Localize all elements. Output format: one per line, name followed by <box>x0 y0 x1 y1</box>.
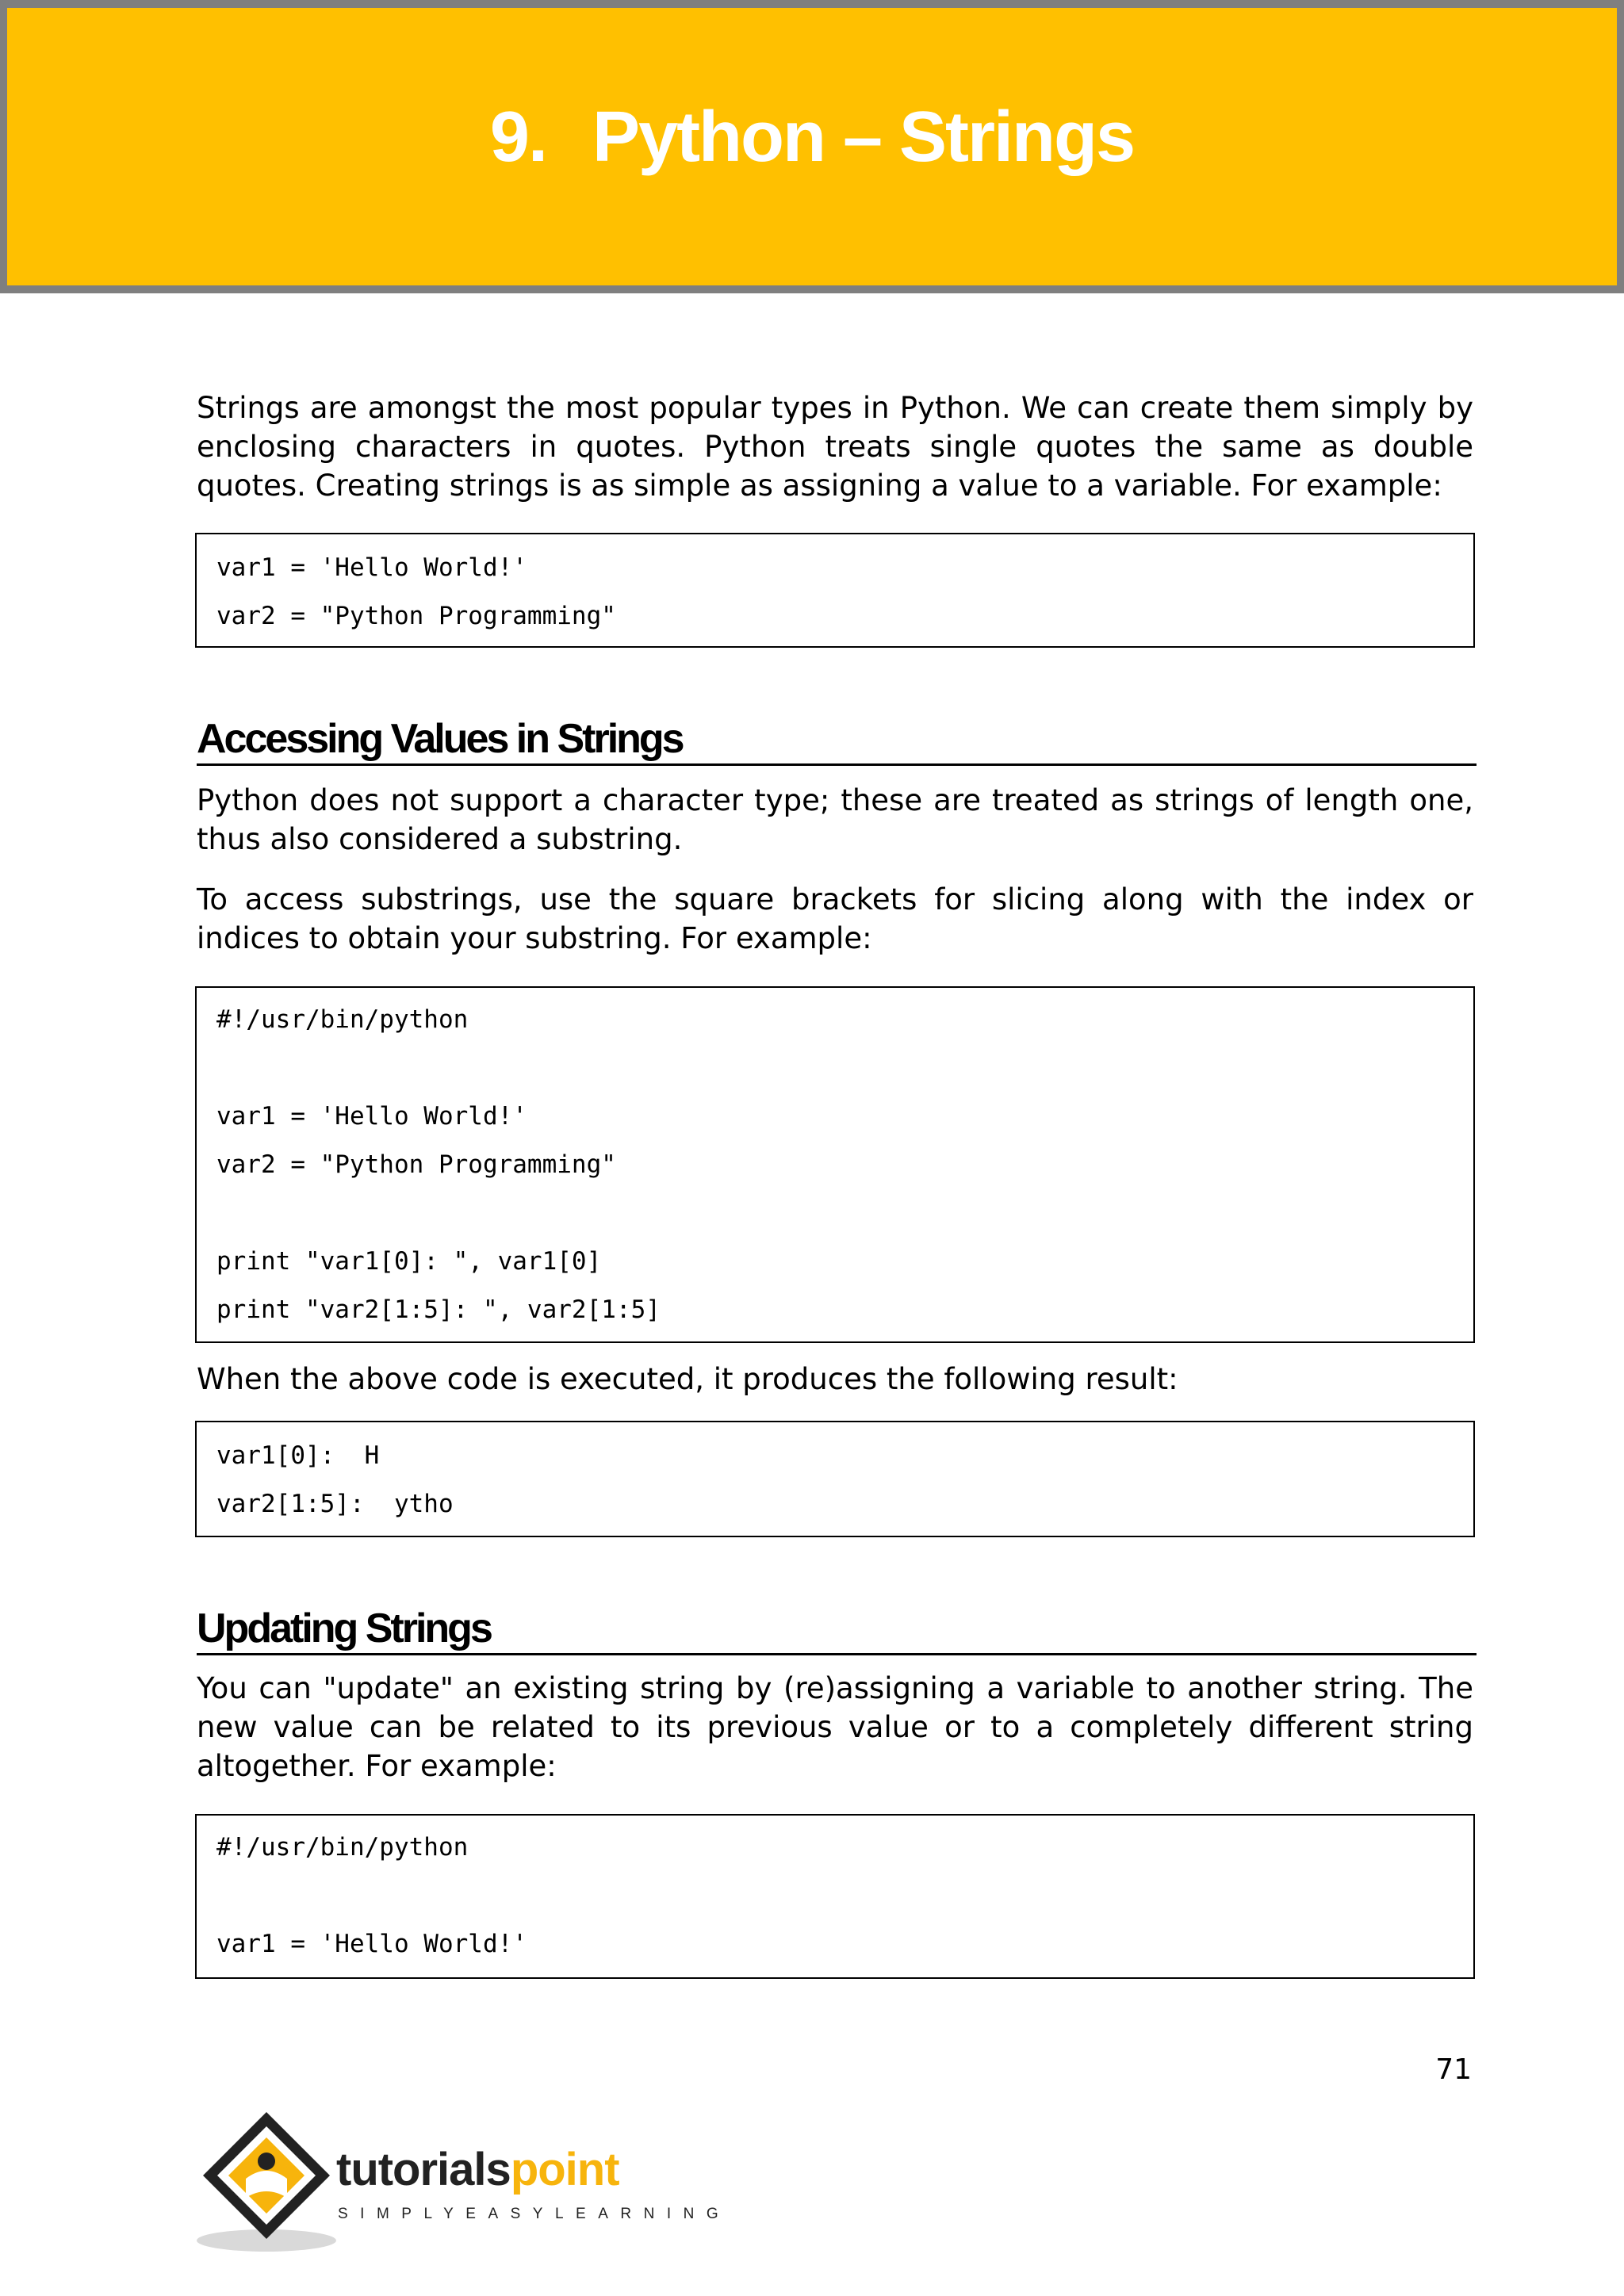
code-line: var2 = "Python Programming" <box>216 602 616 630</box>
output-block-accessing <box>195 1421 1475 1537</box>
section-heading-accessing-values: Accessing Values in Strings <box>197 715 1477 766</box>
code-line: var1 = 'Hello World!' <box>216 553 527 582</box>
section-heading-updating-strings: Updating Strings <box>197 1605 1477 1655</box>
updating-paragraph: You can "update" an existing string by (re)assigning a variable to another string. The new value can be related to its previous value or to a completely different string altogether. For example: <box>197 1671 1473 1783</box>
person-head-icon <box>258 2152 275 2170</box>
code-block-variables <box>195 533 1475 648</box>
intro-paragraph: Strings are amongst the most popular types in Python. We can create them simply by enclosing characters in quotes. Python treats single quotes the same as double quotes. Creating strings is as simple as assigning a value to a variable. For example: <box>197 391 1473 503</box>
code-line: #!/usr/bin/python <box>216 1833 469 1862</box>
output-line: var1[0]: H <box>216 1441 380 1470</box>
chapter-number: 9. <box>489 98 546 177</box>
accessing-paragraph-1: Python does not support a character type; these are treated as strings of length one, thus also considered a substring. <box>197 783 1473 856</box>
code-line: print "var2[1:5]: ", var2[1:5] <box>216 1295 661 1324</box>
code-line: print "var1[0]: ", var1[0] <box>216 1247 602 1276</box>
output-line: var2[1:5]: ytho <box>216 1490 454 1518</box>
chapter-header-banner <box>0 0 1624 293</box>
code-block-accessing <box>195 986 1475 1343</box>
result-intro-paragraph: When the above code is executed, it produces the following result: <box>197 1362 1178 1396</box>
logo-wordmark: tutorialspoint <box>336 2144 619 2195</box>
accessing-paragraph-2: To access substrings, use the square brackets for slicing along with the index or indices to obtain your substring. For example: <box>197 882 1473 955</box>
code-block-updating <box>195 1814 1475 1979</box>
code-line: var2 = "Python Programming" <box>216 1150 616 1179</box>
chapter-title <box>7 98 1617 177</box>
code-line: var1 = 'Hello World!' <box>216 1102 527 1131</box>
logo-tagline: SIMPLYEASYLEARNING <box>338 2206 731 2222</box>
code-line: var1 = 'Hello World!' <box>216 1930 527 1958</box>
page-number: 71 <box>1435 2053 1472 2086</box>
chapter-title-text: Python – Strings <box>592 98 1135 177</box>
tutorialspoint-logo <box>195 2106 731 2256</box>
code-line: #!/usr/bin/python <box>216 1005 469 1034</box>
